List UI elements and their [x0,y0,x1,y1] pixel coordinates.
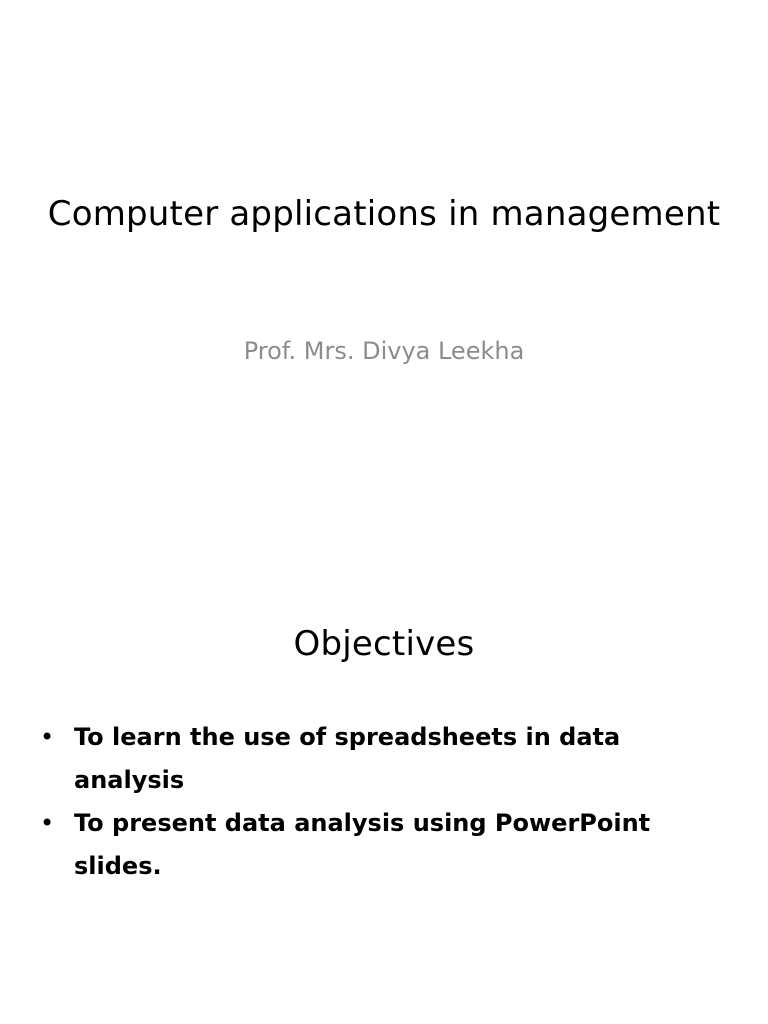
list-item [40,716,690,802]
objectives-list [40,716,690,888]
objectives-slide [0,512,768,1024]
bullet-icon: • [40,723,55,751]
slide-title: Computer applications in management [47,194,721,234]
bullet-icon: • [40,809,55,837]
list-item [40,802,690,888]
bullet-text: To present data analysis using PowerPoint slides. [74,809,651,880]
objectives-title: Objectives [293,624,475,664]
slide-subtitle: Prof. Mrs. Divya Leekha [243,337,525,365]
bullet-text: To learn the use of spreadsheets in data analysis [74,723,621,794]
